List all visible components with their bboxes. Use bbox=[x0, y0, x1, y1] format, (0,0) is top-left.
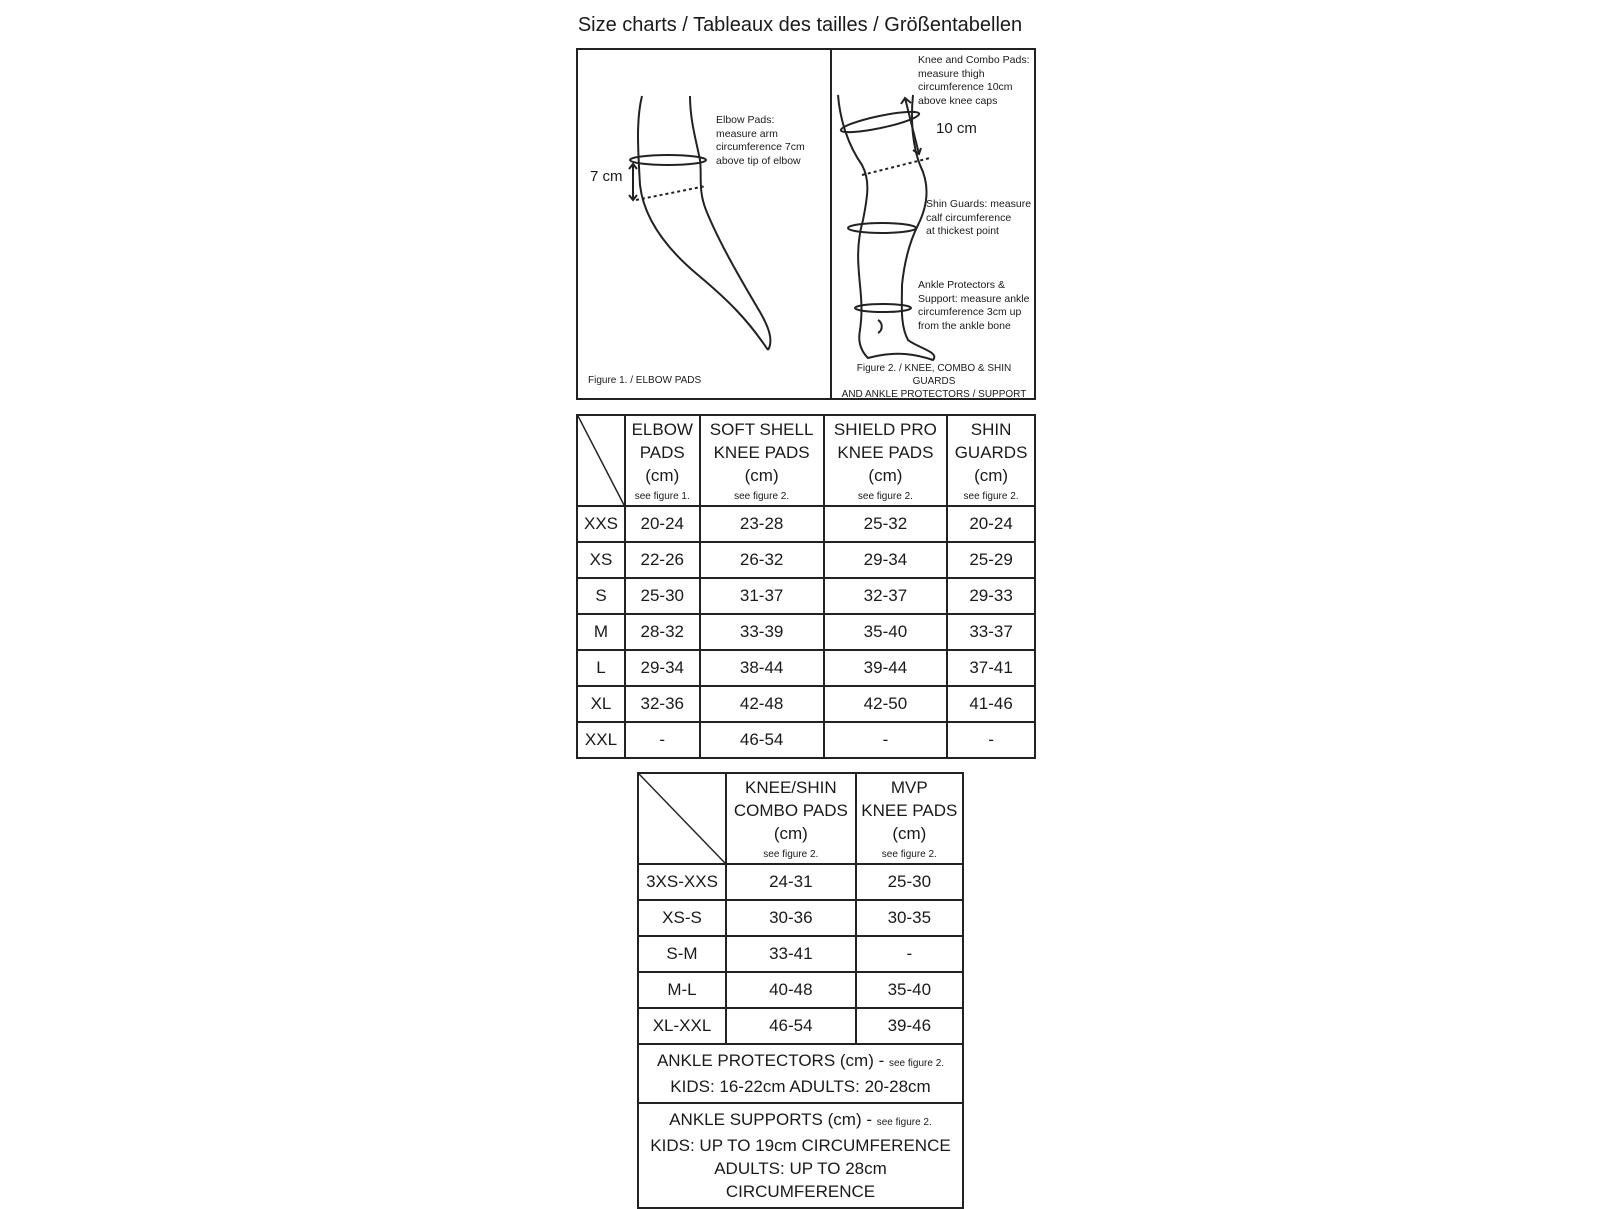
size-value: 22-26 bbox=[625, 542, 700, 578]
size-label: L bbox=[577, 650, 625, 686]
size-value: 32-36 bbox=[625, 686, 700, 722]
figure-2-caption: Figure 2. / KNEE, COMBO & SHIN GUARDS AND ANKLE PROTECTORS / SUPPORT bbox=[841, 363, 1027, 400]
size-label: 3XS-XXS bbox=[638, 864, 726, 900]
table-row bbox=[638, 972, 963, 1008]
size-label: XS-S bbox=[638, 900, 726, 936]
size-value: 39-46 bbox=[856, 1008, 963, 1044]
table-row bbox=[577, 506, 1035, 542]
size-value: 20-24 bbox=[625, 506, 700, 542]
header-elbow-pads: ELBOW PADS (cm) see figure 1. bbox=[625, 415, 700, 506]
size-value: 25-29 bbox=[947, 542, 1035, 578]
elbow-note: Elbow Pads: measure arm circumference 7cm above tip of elbow bbox=[716, 114, 805, 167]
knee-note: Knee and Combo Pads: measure thigh circumference 10cm above knee caps bbox=[918, 54, 1030, 107]
size-value: 29-34 bbox=[625, 650, 700, 686]
size-value: 33-37 bbox=[947, 614, 1035, 650]
size-value: 46-54 bbox=[726, 1008, 856, 1044]
table-row bbox=[577, 722, 1035, 758]
size-label: XXS bbox=[577, 506, 625, 542]
table-row bbox=[577, 542, 1035, 578]
size-value: 33-39 bbox=[700, 614, 824, 650]
size-label: XL-XXL bbox=[638, 1008, 726, 1044]
arm-measure-ring bbox=[630, 155, 706, 165]
ankle-supports-note: ANKLE SUPPORTS (cm) - see figure 2. KIDS: UP TO 19cm CIRCUMFERENCE ADULTS: UP TO 28cm CIRCUMFERENCE bbox=[638, 1103, 963, 1208]
size-value: - bbox=[856, 936, 963, 972]
size-value: 25-30 bbox=[856, 864, 963, 900]
size-value: 40-48 bbox=[726, 972, 856, 1008]
size-table-main bbox=[576, 414, 1036, 759]
corner-cell-2 bbox=[638, 773, 726, 864]
table-row bbox=[638, 936, 963, 972]
calf-measure-ring bbox=[848, 223, 916, 233]
figures-panel bbox=[576, 48, 1036, 400]
table-row bbox=[638, 1008, 963, 1044]
size-value: 30-36 bbox=[726, 900, 856, 936]
size-value: 30-35 bbox=[856, 900, 963, 936]
size-value: 37-41 bbox=[947, 650, 1035, 686]
header-shin-guards: SHIN GUARDS (cm) see figure 2. bbox=[947, 415, 1035, 506]
table-row bbox=[577, 650, 1035, 686]
size-value: 39-44 bbox=[824, 650, 947, 686]
table-row bbox=[577, 578, 1035, 614]
header-shield-pro-knee-pads: SHIELD PRO KNEE PADS (cm) see figure 2. bbox=[824, 415, 947, 506]
size-value: - bbox=[625, 722, 700, 758]
size-label: XS bbox=[577, 542, 625, 578]
size-value: 42-50 bbox=[824, 686, 947, 722]
size-value: 46-54 bbox=[700, 722, 824, 758]
knee-measure-label: 10 cm bbox=[936, 120, 977, 137]
size-value: - bbox=[947, 722, 1035, 758]
size-value: 35-40 bbox=[824, 614, 947, 650]
size-value: 24-31 bbox=[726, 864, 856, 900]
figure-1-caption: Figure 1. / ELBOW PADS bbox=[588, 375, 702, 386]
ankle-bone bbox=[878, 320, 882, 333]
size-label: M-L bbox=[638, 972, 726, 1008]
size-value: - bbox=[824, 722, 947, 758]
size-value: 25-30 bbox=[625, 578, 700, 614]
size-value: 29-34 bbox=[824, 542, 947, 578]
size-value: 35-40 bbox=[856, 972, 963, 1008]
size-value: 32-37 bbox=[824, 578, 947, 614]
size-value: 38-44 bbox=[700, 650, 824, 686]
size-value: 41-46 bbox=[947, 686, 1035, 722]
header-soft-shell-knee-pads: SOFT SHELL KNEE PADS (cm) see figure 2. bbox=[700, 415, 824, 506]
header-knee-shin-combo-pads: KNEE/SHIN COMBO PADS (cm) see figure 2. bbox=[726, 773, 856, 864]
size-label: XXL bbox=[577, 722, 625, 758]
page-title: Size charts / Tableaux des tailles / Größentabellen bbox=[577, 14, 1023, 36]
size-value: 23-28 bbox=[700, 506, 824, 542]
corner-cell bbox=[577, 415, 625, 506]
size-value: 20-24 bbox=[947, 506, 1035, 542]
elbow-arrow bbox=[629, 164, 637, 200]
size-table-combo bbox=[637, 772, 964, 1209]
size-label: M bbox=[577, 614, 625, 650]
size-label: S-M bbox=[638, 936, 726, 972]
elbow-measure-label: 7 cm bbox=[590, 168, 623, 185]
ankle-protectors-note: ANKLE PROTECTORS (cm) - see figure 2. KIDS: 16-22cm ADULTS: 20-28cm bbox=[638, 1044, 963, 1103]
size-value: 25-32 bbox=[824, 506, 947, 542]
size-label: S bbox=[577, 578, 625, 614]
size-value: 28-32 bbox=[625, 614, 700, 650]
size-label: XL bbox=[577, 686, 625, 722]
elbow-tip-line bbox=[636, 186, 706, 200]
ankle-note: Ankle Protectors & Support: measure ankle circumference 3cm up from the ankle bone bbox=[918, 279, 1030, 332]
table-row bbox=[638, 900, 963, 936]
table-row bbox=[577, 614, 1035, 650]
table-row bbox=[577, 686, 1035, 722]
shin-note: Shin Guards: measure calf circumference at thickest point bbox=[926, 198, 1032, 237]
size-value: 33-41 bbox=[726, 936, 856, 972]
header-mvp-knee-pads: MVP KNEE PADS (cm) see figure 2. bbox=[856, 773, 963, 864]
size-value: 31-37 bbox=[700, 578, 824, 614]
size-value: 26-32 bbox=[700, 542, 824, 578]
table-row bbox=[638, 864, 963, 900]
size-value: 42-48 bbox=[700, 686, 824, 722]
size-value: 29-33 bbox=[947, 578, 1035, 614]
